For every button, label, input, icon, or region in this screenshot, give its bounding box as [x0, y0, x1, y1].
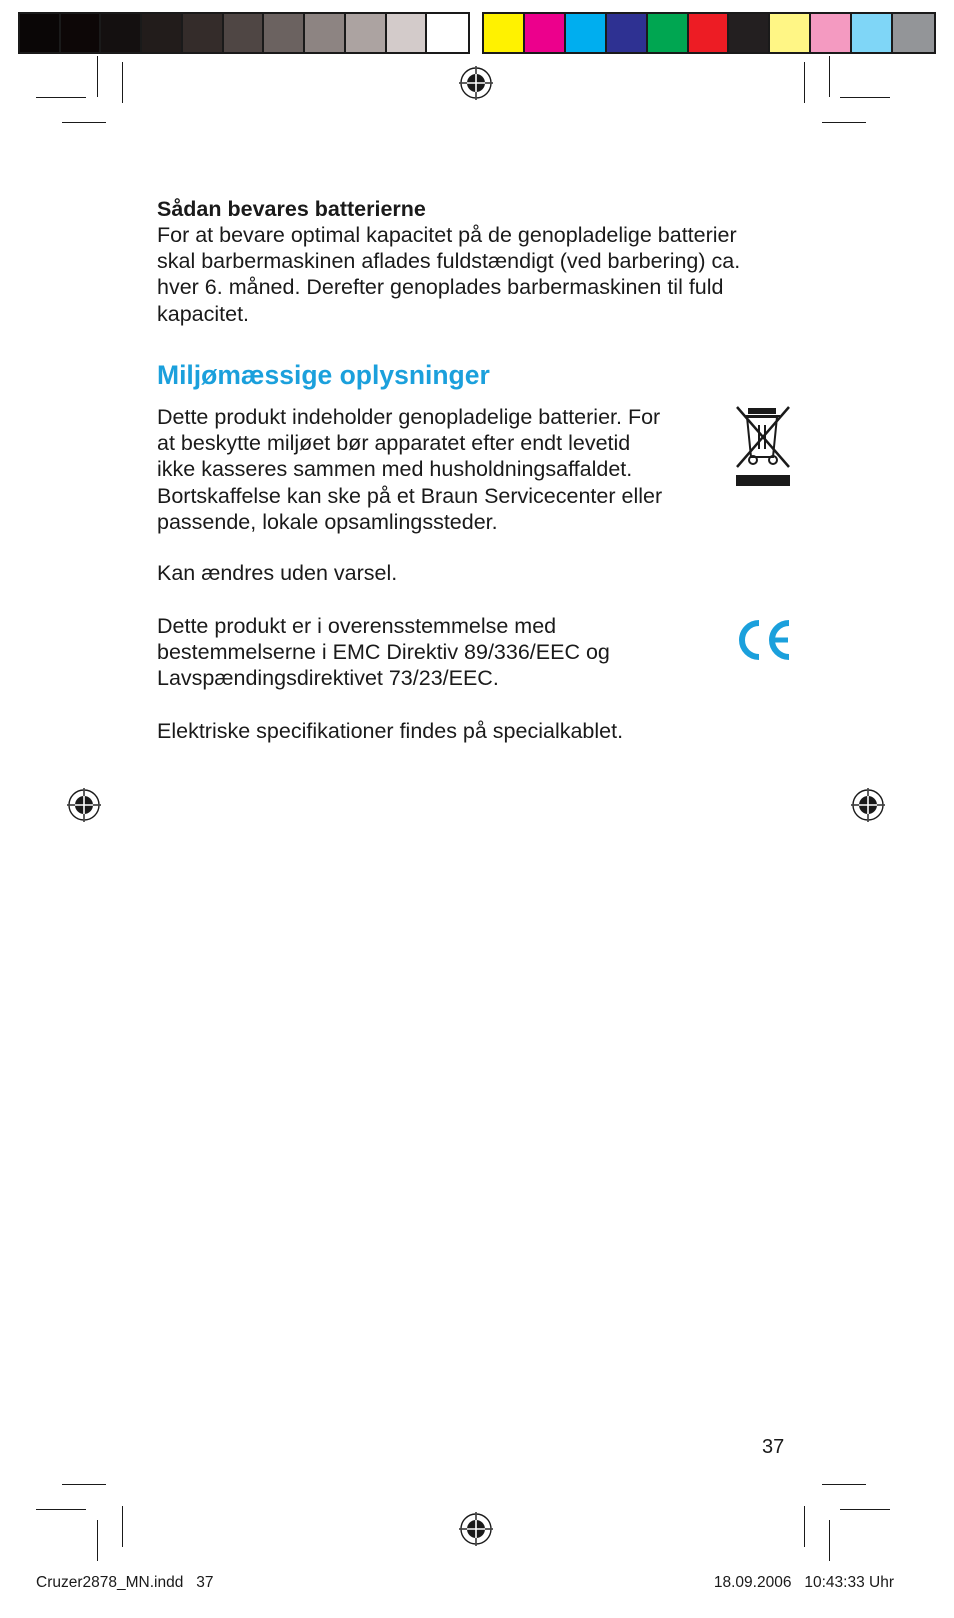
crop-mark: [829, 1520, 830, 1561]
slug-filename: Cruzer2878_MN.indd 37: [36, 1574, 214, 1591]
color-swatch: [264, 14, 305, 52]
ce-compliance-text: Dette produkt er i overensstemmelse med bestemmelserne i EMC Direktiv 89/336/EEC og Lavspændingsdirektivet 73/23/EEC.: [157, 614, 610, 691]
color-swatch: [484, 14, 525, 52]
color-swatch: [20, 14, 61, 52]
crop-mark: [122, 62, 123, 103]
color-swatch: [566, 14, 607, 52]
color-swatch: [525, 14, 566, 52]
registration-mark-icon: [851, 788, 885, 822]
crop-mark: [804, 1506, 805, 1547]
ce-mark-icon: [735, 617, 795, 663]
environment-heading: Miljømæssige oplysninger: [157, 360, 490, 390]
change-notice: Kan ændres uden varsel.: [157, 561, 398, 585]
color-swatch: [811, 14, 852, 52]
crop-mark: [822, 122, 866, 123]
color-swatch: [346, 14, 387, 52]
color-swatch: [224, 14, 265, 52]
crop-mark: [36, 97, 86, 98]
color-swatch: [427, 14, 468, 52]
environment-body: Dette produkt indeholder genopladelige batterier. For at beskytte miljøet bør apparatet efter endt levetid ikke kasseres sammen med husholdningsaffaldet. Bortskaffelse kan ske på et Braun Servicecenter eller passende, lokale opsamlingssteder.: [157, 405, 663, 534]
crop-mark: [62, 1484, 106, 1485]
color-swatch: [387, 14, 428, 52]
crop-mark: [840, 97, 890, 98]
crop-mark: [829, 56, 830, 97]
battery-care-heading: Sådan bevares batterierne: [157, 197, 426, 221]
crop-mark: [804, 62, 805, 103]
crop-mark: [62, 122, 106, 123]
color-swatch: [61, 14, 102, 52]
crop-mark: [36, 1509, 86, 1510]
process-color-bar: [482, 12, 936, 54]
color-swatch: [852, 14, 893, 52]
slug-timestamp: 18.09.2006 10:43:33 Uhr: [713, 1574, 894, 1591]
crossed-out-wheelie-bin-icon: [733, 405, 793, 487]
crop-mark: [840, 1509, 890, 1510]
color-swatch: [305, 14, 346, 52]
color-swatch: [101, 14, 142, 52]
color-swatch: [770, 14, 811, 52]
grayscale-color-bar: [18, 12, 470, 54]
page-number: 37: [762, 1436, 785, 1458]
battery-care-body: For at bevare optimal kapacitet på de genopladelige batterier skal barbermaskinen aflades fuldstændigt (ved barbering) ca. hver 6. måned. Derefter genoplades barbermaskinen til fuld kapacitet.: [157, 223, 741, 326]
color-swatch: [607, 14, 648, 52]
color-swatch: [729, 14, 770, 52]
color-swatch: [648, 14, 689, 52]
color-swatch: [689, 14, 730, 52]
crop-mark: [97, 56, 98, 97]
registration-mark-icon: [459, 66, 493, 100]
crop-mark: [822, 1484, 866, 1485]
registration-mark-icon: [67, 788, 101, 822]
crop-mark: [122, 1506, 123, 1547]
crop-mark: [97, 1520, 98, 1561]
color-swatch: [893, 14, 934, 52]
registration-mark-icon: [459, 1512, 493, 1546]
electrical-spec-text: Elektriske specifikationer findes på specialkablet.: [157, 719, 624, 743]
color-swatch: [142, 14, 183, 52]
color-swatch: [183, 14, 224, 52]
